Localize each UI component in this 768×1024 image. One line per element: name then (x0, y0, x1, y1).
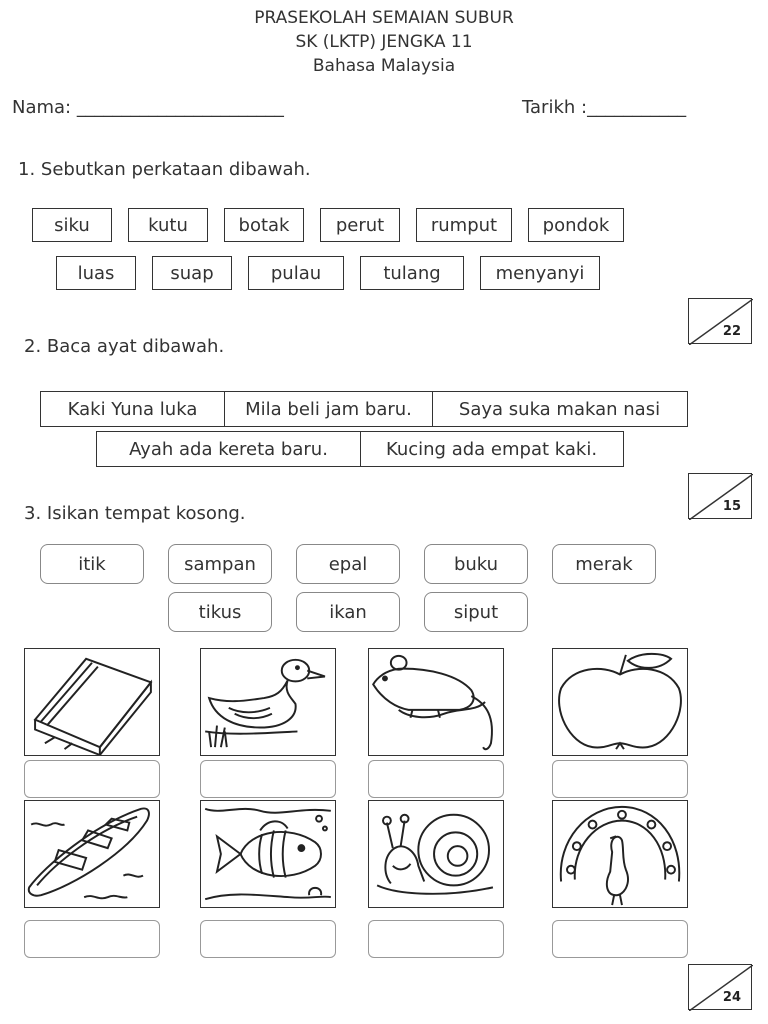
word-box: kutu (128, 208, 208, 242)
sentence-cell: Kaki Yuna luka (41, 392, 225, 426)
boat-icon (25, 801, 159, 907)
fish-picture (200, 800, 336, 908)
answer-box-book[interactable] (24, 760, 160, 798)
score-total: 24 (722, 990, 741, 1005)
word-box: menyanyi (480, 256, 600, 290)
score-box-section1 (688, 298, 752, 344)
boat-picture (24, 800, 160, 908)
answer-box-duck[interactable] (200, 760, 336, 798)
snail-icon (369, 801, 503, 907)
word-choice: tikus (168, 592, 272, 632)
sentence-cell: Kucing ada empat kaki. (385, 438, 598, 460)
mouse-icon (369, 649, 503, 755)
score-total: 22 (722, 324, 741, 339)
word-choice: buku (424, 544, 528, 584)
word-box: botak (224, 208, 304, 242)
section2-instruction: 2. Baca ayat dibawah. (24, 336, 225, 357)
duck-picture (200, 648, 336, 756)
answer-box-boat[interactable] (24, 920, 160, 958)
diagonal-line-icon (689, 299, 753, 345)
snail-picture (368, 800, 504, 908)
word-choice: sampan (168, 544, 272, 584)
peacock-icon (553, 801, 687, 907)
word-box: pulau (248, 256, 344, 290)
word-box: pondok (528, 208, 624, 242)
mouse-picture (368, 648, 504, 756)
apple-icon (553, 649, 687, 755)
sentence-cell: Saya suka makan nasi (458, 398, 661, 420)
fish-icon (201, 801, 335, 907)
book-icon (25, 649, 159, 755)
section3-instruction: 3. Isikan tempat kosong. (24, 503, 246, 524)
word-box: suap (152, 256, 232, 290)
score-total: 15 (722, 499, 741, 514)
word-choice: ikan (296, 592, 400, 632)
score-box-section2 (688, 473, 752, 519)
name-field[interactable]: Nama: _______________________ (12, 97, 284, 118)
word-box: tulang (360, 256, 464, 290)
word-box: siku (32, 208, 112, 242)
answer-box-peacock[interactable] (552, 920, 688, 958)
section1-instruction: 1. Sebutkan perkataan dibawah. (18, 159, 311, 180)
score-box-section3 (688, 964, 752, 1010)
subject-title: Bahasa Malaysia (312, 56, 456, 76)
word-box: rumput (416, 208, 512, 242)
word-choice: siput (424, 592, 528, 632)
sentence-cell: Mila beli jam baru. (225, 392, 433, 426)
apple-picture (552, 648, 688, 756)
peacock-picture (552, 800, 688, 908)
word-choice: epal (296, 544, 400, 584)
word-choice: itik (40, 544, 144, 584)
sentence-row-2 (96, 431, 624, 467)
school-name: SK (LKTP) JENGKA 11 (295, 32, 473, 52)
sentence-row-1 (40, 391, 688, 427)
duck-icon (201, 649, 335, 755)
word-choice: merak (552, 544, 656, 584)
diagonal-line-icon (689, 474, 753, 520)
book-picture (24, 648, 160, 756)
word-box: luas (56, 256, 136, 290)
sentence-cell: Ayah ada kereta baru. (97, 432, 361, 466)
diagonal-line-icon (689, 965, 753, 1011)
date-field[interactable]: Tarikh :___________ (522, 97, 687, 118)
word-box: perut (320, 208, 400, 242)
answer-box-mouse[interactable] (368, 760, 504, 798)
answer-box-fish[interactable] (200, 920, 336, 958)
answer-box-snail[interactable] (368, 920, 504, 958)
school-program-title: PRASEKOLAH SEMAIAN SUBUR (254, 8, 514, 28)
answer-box-apple[interactable] (552, 760, 688, 798)
